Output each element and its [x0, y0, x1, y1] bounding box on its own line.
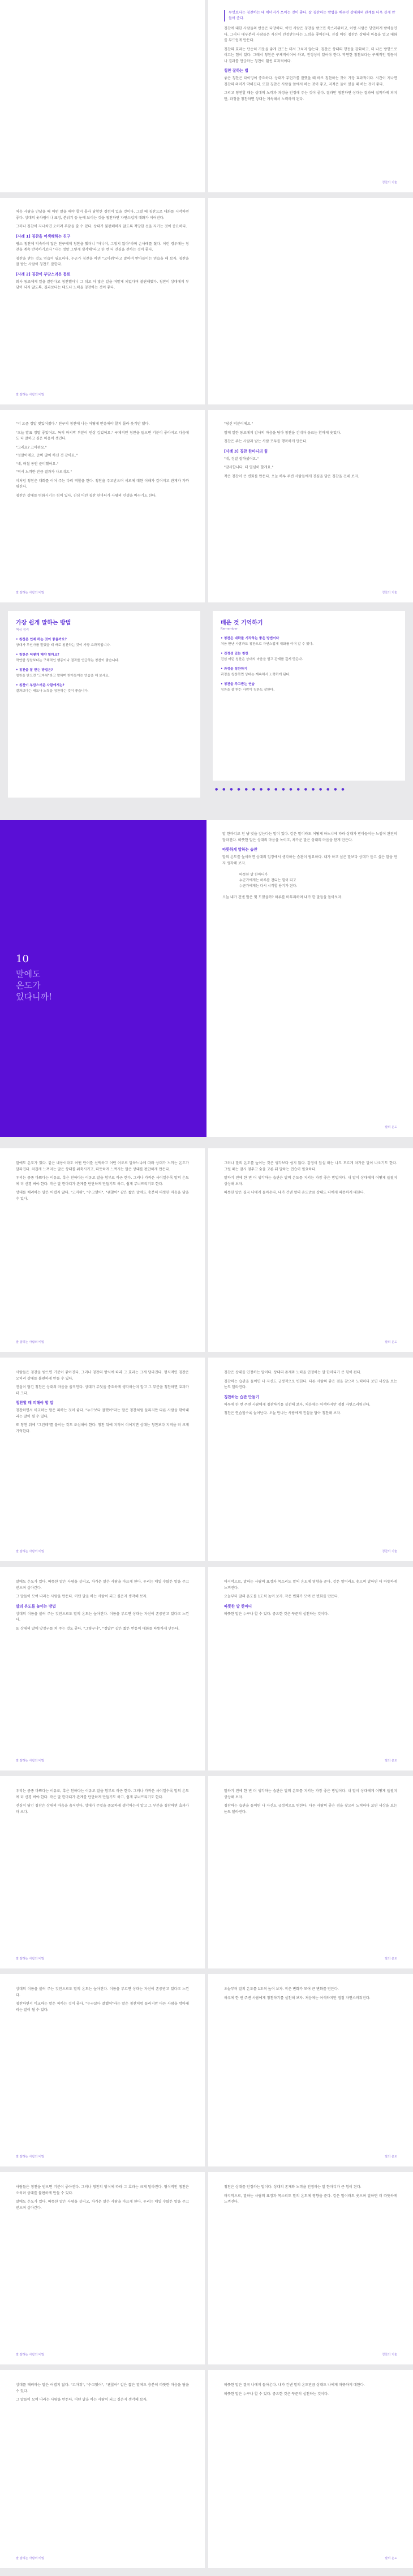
paragraph: 칭찬의 효과는 단순히 기분을 좋게 만드는 데서 그치지 않는다. 칭찬은 상대의 행동을 강화하고, 더 나은 방향으로 이끄는 힘이 있다. 그래서 칭찬은 구체적이어야 하고, 진정성이 있어야 한다. 막연한 칭찬보다는 구체적인 행동이나 결과를 언급하는 칭찬이 훨씬 효과적이다. [224, 47, 397, 63]
dialog-line: "정말이에요. 준비 많이 하신 것 같아요." [16, 454, 78, 458]
page-footer: 말의 온도 [385, 2557, 397, 2560]
section-heading: [사례 2] 칭찬이 부담스러운 동료 [16, 272, 71, 277]
paragraph: "너 요즘 정말 멋있어졌다." 친구의 칭찬에 나는 어떻게 반응해야 할지 몰라 웃기만 했다. [16, 422, 150, 426]
paragraph: 하루에 한 번 주변 사람에게 칭찬하기를 실천해 보자. 처음에는 어색하지만 점점 자연스러워진다. [224, 1402, 371, 1407]
page-footer: 말 잘하는 사람의 비밀 [16, 1957, 45, 1961]
paragraph: "당신 덕분이에요." [224, 422, 253, 426]
page-right-9 [208, 2172, 413, 2364]
page-left-2 [0, 198, 205, 404]
paragraph: 그 말들이 모여 나라는 사람을 만든다. 어떤 말을 하는 사람이 되고 싶은지 생각해 보자. [16, 2398, 148, 2402]
section-heading: [사례 3] 칭찬 한마디의 힘 [224, 449, 268, 454]
paragraph: 말 한마디로 천 냥 빚을 갚는다는 말이 있다. 같은 말이라도 어떻게 하느냐에 따라 상대가 받아들이는 느낌이 완전히 달라진다. 따뜻한 말은 상대의 마음을 녹이고, 차가운 말은 상대의 마음을 닫게 만든다. [222, 832, 397, 842]
paragraph: 말에도 온도가 있다. 같은 내용이라도 어떤 단어를 선택하고 어떤 어조로 말하느냐에 따라 상대가 느끼는 온도가 달라진다. 차갑게 느껴지는 말은 상대를 위축시키고, 따뜻하게 느껴지는 말은 상대를 편안하게 만든다. [16, 1161, 189, 1171]
page-footer: 말의 온도 [385, 1957, 397, 1961]
page-footer: 말 잘하는 사람의 비밀 [16, 1341, 45, 1344]
paragraph: 그러나 말의 온도를 높이는 것은 생각보다 쉽지 않다. 감정이 앞설 때는 나도 모르게 차가운 말이 나오기도 한다. 그럴 때는 잠시 멈추고 숨을 고른 뒤 말하는 연습이 필요하다. [224, 1161, 397, 1171]
paragraph: 함께 일한 동료에게 감사의 마음을 담아 칭찬을 건네자 동료는 환하게 웃었다. [224, 430, 341, 435]
paragraph: 사람들은 칭찬을 받으면 기분이 좋아진다. 그러나 칭찬의 방식에 따라 그 효과는 크게 달라진다. 형식적인 칭찬은 오히려 상대를 불편하게 만들 수 있다. [16, 2185, 189, 2195]
panel-subtitle: Remember [221, 627, 238, 631]
page-footer: 말 잘하는 사람의 비밀 [16, 1759, 45, 1763]
list-item-answer: 과정을 칭찬하면 상대는 계속해서 노력하게 된다. [221, 673, 291, 677]
chapter-title-line: 말에도 [16, 969, 41, 979]
paragraph: 말에도 온도가 있다. 따뜻한 말은 사람을 살리고, 차가운 말은 사람을 아프게 한다. 우리는 매일 수많은 말을 주고받으며 살아간다. [16, 2200, 189, 2210]
page-left-5 [0, 1358, 205, 1561]
page-right-5 [208, 1358, 413, 1561]
paragraph: 상대를 배려하는 말은 어렵지 않다. "고마워", "수고했어", "괜찮아" 같은 짧은 말에도 충분히 따뜻한 마음을 담을 수 있다. [16, 2383, 189, 2393]
page-footer: 말 잘하는 사람의 비밀 [16, 2155, 45, 2159]
page-footer: 말의 온도 [385, 1341, 397, 1344]
paragraph: 마지막으로, 말하는 사람의 표정과 목소리도 말의 온도에 영향을 준다. 같은 말이라도 웃으며 말하면 더 따뜻하게 느껴진다. [224, 2194, 397, 2204]
paragraph: 상대를 배려하는 말은 어렵지 않다. "고마워", "수고했어", "괜찮아" 같은 짧은 말에도 충분히 따뜻한 마음을 담을 수 있다. [16, 1191, 189, 1201]
list-item-question: • 칭찬이 부담스러운 사람에게는? [16, 684, 64, 687]
page-right-7 [208, 1776, 413, 1968]
page-footer: 말 잘하는 사람의 비밀 [16, 2557, 45, 2560]
page-right-8 [208, 1974, 413, 2166]
panel-list [16, 637, 192, 694]
paragraph: 하루에 한 번 주변 사람에게 칭찬하기를 실천해 보자. 처음에는 어색하지만 점점 자연스러워진다. [224, 1996, 371, 2000]
list-item-question: • 칭찬은 대화를 시작하는 좋은 방법이다 [221, 637, 279, 640]
paragraph: 우리는 종종 바쁘다는 이유로, 혹은 친하다는 이유로 말을 함부로 하곤 한다. 그러나 가까운 사이일수록 말의 온도에 더 신경 써야 한다. 작은 말 한마디가 관계를 단단하게 만들기도 하고, 쉽게 무너뜨리기도 한다. [16, 1176, 189, 1186]
list-item-answer: 칭찬을 받으면 "고마워"라고 말하며 받아들이는 연습을 해 보세요. [16, 674, 110, 678]
page-left-7 [0, 1776, 205, 1968]
paragraph: 마지막으로, 말하는 사람의 표정과 목소리도 말의 온도에 영향을 준다. 같은 말이라도 웃으며 말하면 더 따뜻하게 느껴진다. [224, 1580, 397, 1590]
list-item-answer: 상대가 무언가를 잘했을 때 바로 칭찬하는 것이 가장 효과적입니다. [16, 643, 111, 647]
chapter-title-line: 온도가 [16, 980, 41, 990]
page-footer: 칭찬의 기술 [382, 1550, 397, 1553]
page-footer: 말 잘하는 사람의 비밀 [16, 591, 45, 595]
panel-subtitle: 핵심 정리 [16, 628, 29, 632]
paragraph: 또 상대의 말에 맞장구를 쳐 주는 것도 좋다. "그렇구나", "정말?" 같은 짧은 반응이 대화를 따뜻하게 만든다. [16, 1626, 180, 1631]
section-heading: 칭찬하는 습관 만들기 [224, 1394, 259, 1399]
page-footer: 말 잘하는 사람의 비밀 [16, 393, 45, 397]
paragraph: 말하기 전에 한 번 더 생각하는 습관은 말의 온도를 지키는 가장 좋은 방법이다. 내 말이 상대에게 어떻게 들릴지 상상해 보자. [224, 1176, 397, 1186]
paragraph: "네, 정말 잘하셨어요." [224, 456, 259, 461]
chapter-title [16, 968, 52, 1002]
paragraph: 칭찬하는 습관을 들이면 나 자신도 긍정적으로 변한다. 다른 사람의 좋은 점을 찾으려 노력하다 보면 세상을 보는 눈도 달라진다. [224, 1804, 397, 1814]
verse-line: 따뜻한 말 한마디가 [239, 873, 268, 877]
paragraph: 그 말들이 모여 나라는 사람을 만든다. 어떤 말을 하는 사람이 되고 싶은지 생각해 보자. [16, 1595, 148, 1599]
page-left-9 [0, 2172, 205, 2364]
paragraph: 칭찬을 받는 것도 연습이 필요하다. 누군가 칭찬을 하면 "고마워"라고 말하며 받아들이는 연습을 해 보자. 칭찬을 잘 받는 사람이 칭찬도 잘한다. [16, 256, 189, 266]
paragraph: 칭찬은 상대를 인정하는 말이다. 상대의 존재와 노력을 인정하는 말 한마디가 큰 힘이 된다. [224, 1371, 362, 1375]
paragraph: 따뜻한 말은 결국 나에게 돌아온다. 내가 건넨 말의 온도만큼 상대도 나에게 따뜻하게 대한다. [224, 2383, 365, 2387]
page-left-1 [0, 0, 205, 192]
page-footer: 말 잘하는 사람의 비밀 [16, 1550, 45, 1553]
list-item-answer: 처음 만난 사람과도 칭찬으로 자연스럽게 대화를 이어 갈 수 있다. [221, 642, 314, 646]
section-heading: 따뜻한 말 한마디 [224, 1604, 252, 1609]
page-footer: 칭찬의 기술 [382, 181, 397, 184]
paragraph: 그리고 칭찬할 때는 상대의 노력과 과정을 인정해 주는 것이 좋다. 결과만 칭찬하면 상대는 결과에 집착하게 되지만, 과정을 칭찬하면 상대는 계속해서 노력하게 된다. [224, 91, 397, 101]
page-right-6 [208, 1567, 413, 1771]
page-left-8 [0, 1974, 205, 2166]
paragraph: 진심이 담긴 칭찬은 상대의 마음을 움직인다. 상대가 무엇을 중요하게 생각하는지 알고 그 부분을 칭찬하면 효과가 더 크다. [16, 1804, 189, 1814]
paragraph: 평소 칭찬에 익숙하지 않은 친구에게 칭찬을 했더니 "아니야, 그렇지 않아"라며 손사래를 쳤다. 이런 경우에는 칭찬을 계속 반복하기보다 "나는 정말 그렇게 생각해"라고 한 번 더 진심을 전하는 것이 좋다. [16, 242, 189, 252]
page-right-1 [208, 0, 413, 192]
list-item-answer: 칭찬을 잘 받는 사람이 칭찬도 잘한다. [221, 688, 275, 692]
paragraph: 좋은 칭찬은 타이밍이 중요하다. 상대가 무언가를 잘했을 때 바로 칭찬하는 것이 가장 효과적이다. 시간이 지나면 칭찬의 의미가 약해진다. 또한 칭찬은 사람들 앞에서 하는 것이 좋고, 지적은 둘이 있을 때 하는 것이 좋다. [224, 76, 397, 87]
page-left-6 [0, 1567, 205, 1771]
page-footer: 말의 온도 [385, 2155, 397, 2159]
page-left-3 [0, 410, 205, 602]
summary-panel-right [213, 611, 405, 781]
paragraph: 오늘 내가 건넨 말은 몇 도였을까? 하루를 마무리하며 내가 한 말들을 돌아보자. [222, 895, 343, 899]
paragraph: 칭찬은 상대를 변화시키는 힘이 있다. 진심 어린 칭찬 한마디가 사람의 인생을 바꾸기도 한다. [16, 493, 157, 498]
dialog-block [16, 445, 189, 476]
paragraph: 오늘부터 말의 온도를 1도씩 높여 보자. 작은 변화가 모여 큰 변화를 만든다. [224, 1987, 339, 1991]
paragraph: 처음 사람을 만났을 때 어떤 말을 해야 할지 몰라 당황한 경험이 있을 것이다. 그럴 때 칭찬으로 대화를 시작하면 좋다. 상대의 옷차림이나 표정, 분위기 등 눈에 보이는 것을 칭찬하면 자연스럽게 대화가 이어진다. [16, 210, 189, 220]
panel-list [221, 636, 397, 693]
panel-title: 배운 것 기억하기 [221, 620, 263, 626]
section-heading: [사례 1] 칭찬을 어색해하는 친구 [16, 234, 71, 239]
paragraph: "감사합니다. 더 열심히 할게요." [224, 466, 274, 469]
chapter-title-line: 있다니까! [16, 992, 52, 1002]
page-footer: 말의 온도 [385, 1759, 397, 1763]
paragraph: 따뜻한 말은 누구나 할 수 있다. 중요한 것은 꾸준히 실천하는 것이다. [224, 1612, 329, 1616]
page-right-2 [208, 198, 413, 404]
section-heading: 따뜻하게 말하는 습관 [222, 847, 257, 852]
paragraph: 우리는 종종 바쁘다는 이유로, 혹은 친하다는 이유로 말을 함부로 하곤 한다. 그러나 가까운 사이일수록 말의 온도에 더 신경 써야 한다. 작은 말 한마디가 관계를 단단하게 만들기도 하고, 쉽게 무너뜨리기도 한다. [16, 1789, 189, 1799]
section-heading: 말의 온도를 높이는 방법 [16, 1604, 56, 1609]
list-item-question: • 칭찬을 주고받는 연습 [221, 683, 255, 686]
list-item-question: • 칭찬은 언제 하는 것이 좋을까요? [16, 638, 67, 641]
chapter-intro-page [206, 820, 413, 1137]
verse-block [222, 872, 397, 889]
list-item-answer: 결과보다는 태도나 노력을 칭찬하는 것이 좋습니다. [16, 689, 89, 693]
page-left-4 [0, 1148, 205, 1352]
page-right-3 [208, 410, 413, 602]
list-item-question: • 칭찬은 어떻게 해야 할까요? [16, 653, 59, 657]
paragraph: 회사 동료에게 일을 잘한다고 칭찬했더니 그 뒤로 더 많은 일을 떠맡게 되었다며 불편해했다. 칭찬이 상대에게 부담이 되지 않도록, 결과보다는 태도나 노력을 칭찬하는 것이 좋다. [16, 279, 189, 290]
chapter-number: 10 [16, 953, 29, 965]
dialog-line: "네, 며칠 동안 준비했어요." [16, 462, 59, 466]
list-item-question: • 진정성 있는 칭찬 [221, 652, 248, 656]
panel-title: 가장 쉽게 말하는 방법 [16, 620, 71, 626]
paragraph: 오늘부터 말의 온도를 1도씩 높여 보자. 작은 변화가 모여 큰 변화를 만든다. [224, 1595, 339, 1599]
list-item-question: • 칭찬을 잘 받는 방법은? [16, 669, 53, 672]
paragraph: 또 칭찬 뒤에 "그런데"를 붙이는 것도 조심해야 한다. 칭찬 뒤에 지적이 이어지면 상대는 칭찬보다 지적을 더 크게 기억한다. [16, 1423, 189, 1433]
page-right-10 [208, 2370, 413, 2568]
paragraph: "오늘 발표 정말 좋았어요. 특히 마지막 부분이 인상 깊었어요." 구체적인 칭찬을 들으면 기분이 좋아지고 다음에도 더 잘하고 싶은 마음이 생긴다. [16, 430, 189, 441]
paragraph: 칭찬은 연습할수록 늘어난다. 오늘 만나는 사람에게 진심을 담아 칭찬해 보자. [224, 1411, 341, 1415]
verse-line: 누군가에게는 하루를 견디는 힘이 되고 [239, 878, 296, 882]
dialog-line: "역시 노력한 만큼 결과가 나오네요." [16, 470, 72, 474]
section-heading: 칭찬 잘하는 법 [224, 68, 248, 73]
list-item-answer: 막연한 칭찬보다는 구체적인 행동이나 결과를 언급하는 칭찬이 좋습니다. [16, 658, 119, 662]
list-item-answer: 진심 어린 칭찬은 상대의 마음을 열고 관계를 깊게 만든다. [221, 657, 303, 661]
paragraph: 칭찬하면서 비교하는 말은 피하는 것이 좋다. "누구보다 잘했어"라는 말은 칭찬처럼 들리지만 다른 사람을 깎아내리는 말이 될 수 있다. [16, 2002, 189, 2012]
chapter-spread [0, 820, 413, 1137]
page-footer: 칭찬의 기술 [382, 2353, 397, 2357]
paragraph: 따뜻한 말은 누구나 할 수 있다. 중요한 것은 꾸준히 실천하는 것이다. [224, 2392, 329, 2396]
paragraph: 그러나 칭찬이 지나치면 오히려 부담을 줄 수 있다. 상대가 불편해하지 않도록 적당한 선을 지키는 것이 중요하다. [16, 225, 187, 229]
paragraph: 말하기 전에 한 번 더 생각하는 습관은 말의 온도를 지키는 가장 좋은 방법이다. 내 말이 상대에게 어떻게 들릴지 상상해 보자. [224, 1789, 397, 1799]
decorative-dots: ● ● ● ● ● ● ● ● ● ● ● ● ● ● ● ● ● ● [215, 787, 346, 791]
paragraph: 따뜻한 말은 결국 나에게 돌아온다. 내가 건넨 말의 온도만큼 상대도 나에게 따뜻하게 대한다. [224, 1191, 365, 1195]
page-footer: 말 잘하는 사람의 비밀 [16, 2353, 45, 2357]
paragraph: 칭찬은 주는 사람과 받는 사람 모두를 행복하게 만든다. [224, 440, 308, 443]
paragraph: 칭찬에 대한 사람들의 반응은 다양하다. 어떤 사람은 칭찬을 받으면 쑥스러워하고, 어떤 사람은 당연하게 받아들인다. 그러나 대부분의 사람들은 자신이 인정받는다는 느낌을 좋아한다. 진심 어린 칭찬은 상대의 마음을 열고 대화를 부드럽게 만든다. [224, 27, 397, 42]
page-right-4 [208, 1148, 413, 1352]
page-left-10 [0, 2370, 205, 2568]
summary-panel-left [8, 611, 200, 798]
paragraph: 작은 칭찬이 큰 변화를 만든다. 오늘 하루 주변 사람들에게 진심을 담은 칭찬을 건네 보자. [224, 474, 359, 479]
section-heading: 칭찬할 때 피해야 할 말 [16, 1401, 54, 1405]
paragraph: 칭찬하는 습관을 들이면 나 자신도 긍정적으로 변한다. 다른 사람의 좋은 점을 찾으려 노력하다 보면 세상을 보는 눈도 달라진다. [224, 1379, 397, 1389]
paragraph: 상대의 이름을 불러 주는 것만으로도 말의 온도는 높아진다. 이름을 부르면 상대는 자신이 존중받고 있다고 느낀다. [16, 1612, 189, 1622]
paragraph: 칭찬하면서 비교하는 말은 피하는 것이 좋다. "누구보다 잘했어"라는 말은 칭찬처럼 들리지만 다른 사람을 깎아내리는 말이 될 수 있다. [16, 1408, 189, 1419]
paragraph: 칭찬은 상대를 인정하는 말이다. 상대의 존재와 노력을 인정하는 말 한마디가 큰 힘이 된다. [224, 2185, 362, 2189]
verse-line: 누군가에게는 다시 시작할 용기가 된다. [239, 884, 298, 888]
page-footer: 말의 온도 [385, 1126, 397, 1129]
page-footer: 칭찬의 기술 [382, 591, 397, 595]
paragraph: 상대의 이름을 불러 주는 것만으로도 말의 온도는 높아진다. 이름을 부르면 상대는 자신이 존중받고 있다고 느낀다. [16, 1987, 189, 1997]
paragraph: 진심이 담긴 칭찬은 상대의 마음을 움직인다. 상대가 무엇을 중요하게 생각하는지 알고 그 부분을 칭찬하면 효과가 더 크다. [16, 1385, 189, 1395]
paragraph: 사람들은 칭찬을 받으면 기분이 좋아진다. 그러나 칭찬의 방식에 따라 그 효과는 크게 달라진다. 형식적인 칭찬은 오히려 상대를 불편하게 만들 수 있다. [16, 1371, 189, 1381]
chapter-cover [0, 820, 206, 1137]
paragraph: 이처럼 칭찬은 대화를 이어 주는 다리 역할을 한다. 칭찬을 주고받으며 서로에 대한 이해가 깊어지고 관계가 가까워진다. [16, 479, 189, 489]
pull-quote: 무엇보다는 칭찬하는 데 에너지가 쓰이는 것이 좋다. 잘 칭찬하는 방법을 배우면 상대와의 관계를 더욱 깊게 만들어 준다. [224, 10, 397, 21]
dialog-line: "그래요? 고마워요." [16, 445, 47, 450]
list-item-question: • 과정을 칭찬하기 [221, 667, 247, 671]
paragraph: 말의 온도를 높이려면 상대의 입장에서 생각하는 습관이 필요하다. 내가 하고 싶은 말보다 상대가 듣고 싶은 말을 먼저 생각해 보자. [222, 855, 397, 865]
paragraph: 말에도 온도가 있다. 따뜻한 말은 사람을 살리고, 차가운 말은 사람을 아프게 한다. 우리는 매일 수많은 말을 주고받으며 살아간다. [16, 1580, 189, 1590]
